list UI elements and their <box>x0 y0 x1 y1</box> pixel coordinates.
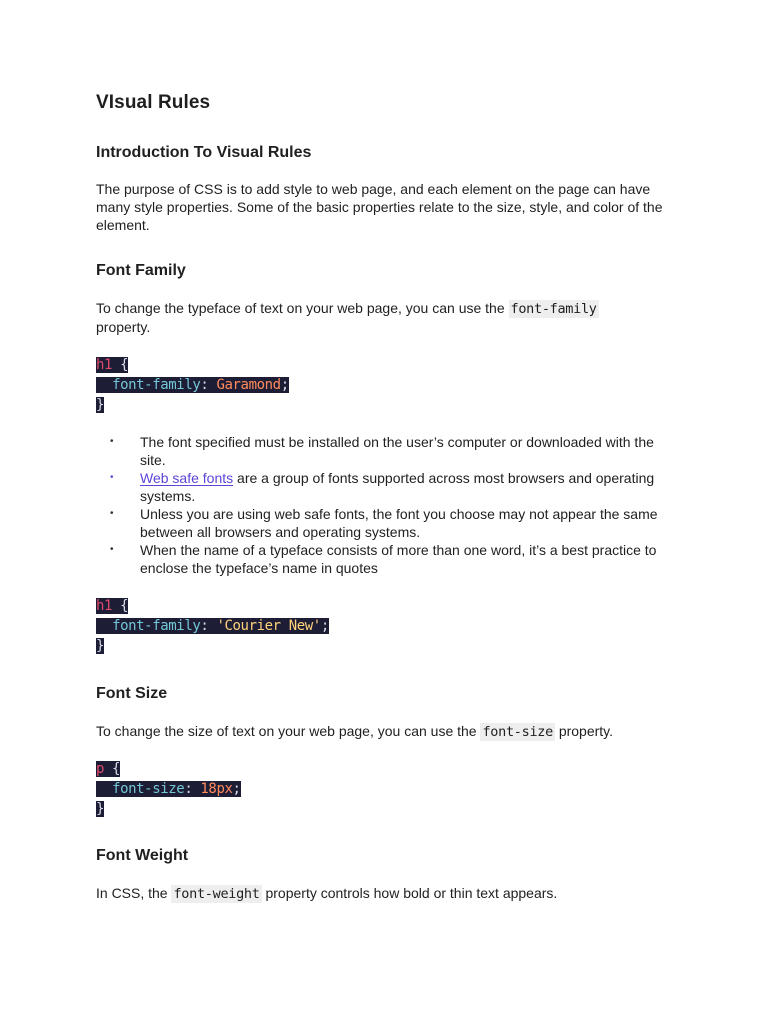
code-colon: : <box>200 618 217 634</box>
code-semicolon: ; <box>320 618 329 634</box>
code-brace-close: } <box>96 638 105 654</box>
heading-introduction: Introduction To Visual Rules <box>96 144 312 161</box>
code-block-font-family-courier <box>96 596 329 656</box>
paragraph-text: property controls how bold or thin text appears. <box>261 885 558 901</box>
list-item-text: are a group of fonts supported across most browsers and operating systems. <box>140 470 655 504</box>
font-size-paragraph <box>96 722 656 741</box>
list-item <box>96 505 676 541</box>
code-value: Garamond <box>216 377 281 393</box>
code-brace-close: } <box>96 397 105 413</box>
list-item-text: The font specified must be installed on the user’s computer or downloaded with the site. <box>140 434 654 468</box>
code-colon: : <box>184 781 201 797</box>
list-item-text: When the name of a typeface consists of more than one word, it’s a best practice to enclose the typeface’s name in quotes <box>140 542 657 576</box>
code-value: 18px <box>200 781 233 797</box>
paragraph-text: property. <box>554 723 614 739</box>
paragraph-text: To change the size of text on your web page, you can use the <box>96 723 481 739</box>
code-value: 'Courier New' <box>216 618 321 634</box>
heading-font-family: Font Family <box>96 262 186 279</box>
code-brace-close: } <box>96 801 105 817</box>
code-property: font-size <box>112 781 185 797</box>
web-safe-fonts-link[interactable]: Web safe fonts <box>140 470 234 486</box>
code-semicolon: ; <box>280 377 289 393</box>
list-item-text: Unless you are using web safe fonts, the font you choose may not appear the same between all browsers and operating systems. <box>140 506 658 540</box>
paragraph-text: To change the typeface of text on your web page, you can use the <box>96 300 509 316</box>
list-item <box>96 541 676 577</box>
code-semicolon: ; <box>232 781 241 797</box>
paragraph-text: In CSS, the <box>96 885 172 901</box>
bullet-icon: • <box>110 544 114 555</box>
code-colon: : <box>200 377 217 393</box>
bullet-icon: • <box>110 508 114 519</box>
code-selector: h1 <box>96 357 113 373</box>
list-item <box>96 433 676 469</box>
inline-code-font-family: font-family <box>510 301 597 317</box>
code-brace-open: { <box>104 761 121 777</box>
font-weight-paragraph <box>96 884 656 903</box>
paragraph-text: property. <box>96 319 151 335</box>
code-selector: h1 <box>96 598 113 614</box>
bullet-icon: • <box>110 436 114 447</box>
code-block-font-family-garamond <box>96 355 289 415</box>
intro-paragraph: The purpose of CSS is to add style to web page, and each element on the page can have many style properties. Some of the basic properties relate to the size, style, and color of the element. <box>96 181 663 233</box>
code-property: font-family <box>112 618 201 634</box>
code-brace-open: { <box>112 357 129 373</box>
code-property: font-family <box>112 377 201 393</box>
inline-code-font-size: font-size <box>482 724 553 740</box>
font-family-notes-list <box>96 433 676 577</box>
heading-font-size: Font Size <box>96 685 168 702</box>
code-block-font-size <box>96 759 241 819</box>
inline-code-font-weight: font-weight <box>173 886 260 902</box>
bullet-icon: • <box>110 472 114 483</box>
page-title: VIsual Rules <box>96 92 211 113</box>
code-selector: p <box>96 761 105 777</box>
code-brace-open: { <box>112 598 129 614</box>
list-item <box>96 469 676 505</box>
font-family-paragraph <box>96 299 656 336</box>
heading-font-weight: Font Weight <box>96 847 189 864</box>
